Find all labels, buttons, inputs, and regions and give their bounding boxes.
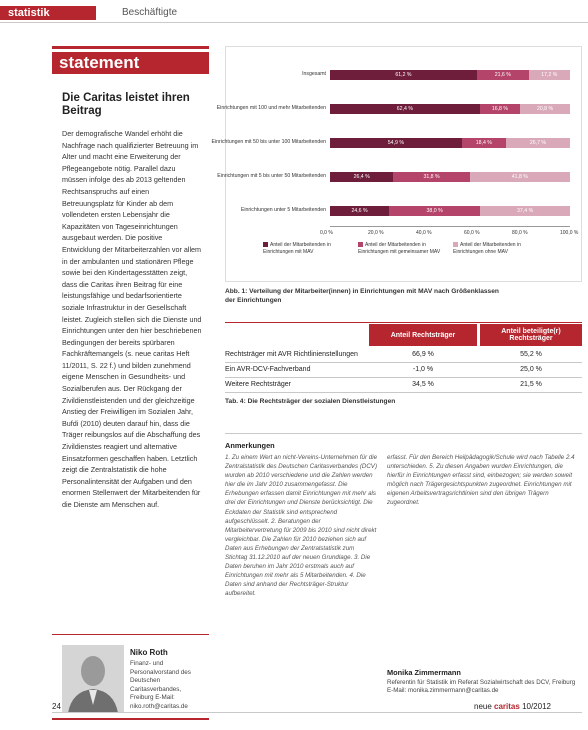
brand-neue: neue: [474, 702, 492, 711]
chart-bar-row: [330, 70, 570, 80]
chart-bar-segment: 16,8 %: [480, 104, 520, 114]
table-header-beteiligte: Anteil beteiligte(r) Rechtsträger: [480, 324, 582, 346]
statement-label: statement: [52, 52, 209, 74]
table-row-3-col1: 34,5 %: [412, 381, 434, 388]
chart-category-label: Einrichtungen unter 5 Mitarbeitenden: [240, 207, 326, 213]
chart-category-label: Einrichtungen mit 100 und mehr Mitarbeitenden: [216, 105, 326, 111]
statement-bottom-rule: [52, 718, 209, 720]
chart-bar-row: [330, 172, 570, 182]
chart-x-tick-label: 0,0 %: [320, 230, 333, 236]
chart-bar-segment: 31,8 %: [393, 172, 469, 182]
rechtstraeger-table: [225, 322, 582, 392]
issue-number: 10/2012: [522, 702, 551, 711]
chart-category-label: Einrichtungen mit 5 bis unter 50 Mitarbeitenden: [217, 173, 326, 179]
section-tag: statistik: [0, 6, 96, 20]
chart-legend-text: Anteil der Mitarbeitenden in Einrichtungen mit MAV: [263, 242, 331, 255]
author-bio: Finanz- und Personalvorstand des Deutschen Caritasverbandes, Freiburg E-Mail: niko.roth@caritas.de: [130, 660, 191, 710]
table-row-2-label: Ein AVR-DCV-Fachverband: [225, 366, 311, 373]
chart-legend-swatch: [263, 242, 268, 247]
brand-caritas: caritas: [494, 702, 520, 711]
author-portrait: [62, 645, 124, 713]
table-caption: Tab. 4: Die Rechtsträger der sozialen Dienstleistungen: [225, 398, 396, 405]
section-title: Beschäftigte: [122, 7, 178, 18]
chart-x-tick-label: 60,0 %: [464, 230, 480, 236]
chart-bar-segment: 41,8 %: [470, 172, 570, 182]
chart-legend-text: Anteil der Mitarbeitenden in Einrichtungen ohne MAV: [453, 242, 521, 255]
chart-bar-segment: 38,0 %: [389, 206, 480, 216]
chart-x-axis: [330, 226, 570, 227]
chart-x-tick-label: 80,0 %: [512, 230, 528, 236]
statement-headline: Die Caritas leistet ihren Beitrag: [62, 92, 190, 117]
header-divider: [0, 22, 588, 23]
chart-bar-segment: 21,6 %: [477, 70, 529, 80]
chart-x-tick-label: 100,0 %: [560, 230, 579, 236]
chart-bar-segment: 18,4 %: [462, 138, 506, 148]
magazine-issue: [474, 702, 551, 711]
chart-bar-segment: 62,4 %: [330, 104, 480, 114]
chart-bar-segment: 61,2 %: [330, 70, 477, 80]
table-row-3-col2: 21,5 %: [520, 381, 542, 388]
chart-x-tick-label: 20,0 %: [368, 230, 384, 236]
table-header-empty: [225, 324, 365, 346]
anmerkungen-heading: Anmerkungen: [225, 441, 275, 450]
table-row-1-col1: 66,9 %: [412, 351, 434, 358]
table-header-anteil: Anteil Rechtsträger: [369, 324, 477, 346]
chart-legend-swatch: [358, 242, 363, 247]
author-name: Niko Roth: [130, 648, 168, 657]
chart-category-label: Einrichtungen mit 50 bis unter 100 Mitarbeitenden: [211, 139, 326, 145]
chart-legend-item: [263, 242, 355, 255]
chart-legend-swatch: [453, 242, 458, 247]
author-divider: [52, 634, 209, 635]
chart-bar-row: [330, 206, 570, 216]
statement-body: Der demografische Wandel erhöht die Nachfrage nach qualifizierter Betreuung im Alter und macht eine Erweiterung der Pflegeangebote nötig. Parallel dazu müssen infolge des ab 2013 geltenden Rechtsanspruchs auf einen Betreuungsplatz für Kinder ab dem vollendeten ersten Lebensjahr die Kapazitäten von Tageseinrichtungen ausgebaut werden. Die positive Entwicklung der Mitarbeiterzahlen vor allem in der ambulanten und stationären Pflege sowie bei den Kindertagesstätten zeigt, dass die Caritas ihren Beitrag für eine leistungsfähige und bedarfsorientierte soziale Infrastruktur in der Gesellschaft leistet. Zugleich stellen sich die Dienste und Einrichtungen unter den hier beschriebenen Bedingungen der bereits spürbaren Fachkräftemangels (s. neue caritas Heft 11/2011, S. 22 f.) und bilden zunehmend eigene Menschen in Gesundheits- und Sozialberufen aus. Der Rückgang der Zivildienstleistenden und der gleichzeitige Anstieg der Freiwilligen im Sozialen Jahr, Bufdi (2010) deuten darauf hin, dass die Träger reibungslos auf die Abschaffung des Zivildienstes reagiert und alternative Einsatzformen geschaffen haben. Letztlich zeigt die Zentralstatistik die hohe Personalintensität der Aufgaben und den enormen Stellenwert der Mitarbeitenden für die Dienste am Menschen auf.: [62, 129, 202, 509]
table-row-3-label: Weitere Rechtsträger: [225, 381, 292, 388]
chart-bar-segment: 24,6 %: [330, 206, 389, 216]
chart-bar-segment: 26,4 %: [330, 172, 393, 182]
chart-bar-segment: 37,4 %: [480, 206, 570, 216]
table-row-2-col1: -1,0 %: [412, 366, 434, 373]
chart-bar-segment: 20,8 %: [520, 104, 570, 114]
chart-legend-text: Anteil der Mitarbeitenden in Einrichtungen mit gemeinsamer MAV: [358, 242, 441, 255]
stacked-bar-chart: [211, 46, 582, 282]
chart-bar-row: [330, 138, 570, 148]
anm-divider: [225, 433, 582, 434]
table-row-1-col2: 55,2 %: [520, 351, 542, 358]
anmerkungen-column-2: erfasst. Für den Bereich Heilpädagogik/Schule wird nach Tabelle 2.4 unterschieden. 5. Zu diesen Angaben wurden Einrichtungen, die hierfür in Einrichtungen erfasst sind, einbezogen; sie werden soweit möglich nach Trägergesichtspunkten zugeordnet. Einrichtungen mit eigenen Arbeitsvertragsrichtlinien sind den übrigen Trägern zugeordnet.: [387, 454, 575, 507]
coauthor-bio: Referentin für Statistik im Referat Sozialwirtschaft des DCV, Freiburg E-Mail: monika.zimmermann@caritas.de: [387, 679, 576, 695]
coauthor-name: Monika Zimmermann: [387, 668, 461, 677]
table-row-1-label: Rechtsträger mit AVR Richtlinienstellungen: [225, 351, 358, 358]
chart-caption: Abb. 1: Verteilung der Mitarbeiter(innen) in Einrichtungen mit MAV nach Größenklassen der Einrichtungen: [225, 288, 499, 304]
chart-legend-item: [453, 242, 545, 255]
page-number: 24: [52, 702, 61, 711]
chart-bar-segment: 54,9 %: [330, 138, 462, 148]
footer-divider: [52, 712, 582, 713]
chart-legend-item: [358, 242, 450, 255]
chart-bar-row: [330, 104, 570, 114]
chart-bar-segment: 17,2 %: [529, 70, 570, 80]
anmerkungen-column-1: 1. Zu einem Wert an nicht-Vereins-Unternehmen für die Zentralstatistik des Deutschen Caritasverbandes (DCV) wurden ab 2010 verschiedene und die Zahlen werden hier die im Jahr 2010 zusammengefasst. Die Erhebungen erfassen damit Einrichtungen mit mehr als drei der Einrichtungen und Dienste berücksichtigt. Die Eckdaten der Statistik sind entsprechend aufgeschlüsselt. 2. Beratungen der Mitarbeitervertretung für 2009 bis 2010 sind nicht direkt vergleichbar. Die Zahlen für 2010 beziehen sich auf Daten aus Erhebungen der Zentralstatistik zum Stichtag 31.12.2010 auf der neuen Grundlage. 3. Die Daten beruhen im Jahr 2010 erstmals auch auf Einrichtungen mit mehr als 5 Mitarbeitenden. 4. Die Daten sind anhand der Rechtsträger-Struktur aufbereitet.: [225, 454, 378, 598]
statement-top-rule: [52, 46, 209, 49]
table-row-2-col2: 25,0 %: [520, 366, 542, 373]
chart-x-tick-label: 40,0 %: [416, 230, 432, 236]
chart-category-label: Insgesamt: [302, 71, 326, 77]
chart-bar-segment: 26,7 %: [506, 138, 570, 148]
